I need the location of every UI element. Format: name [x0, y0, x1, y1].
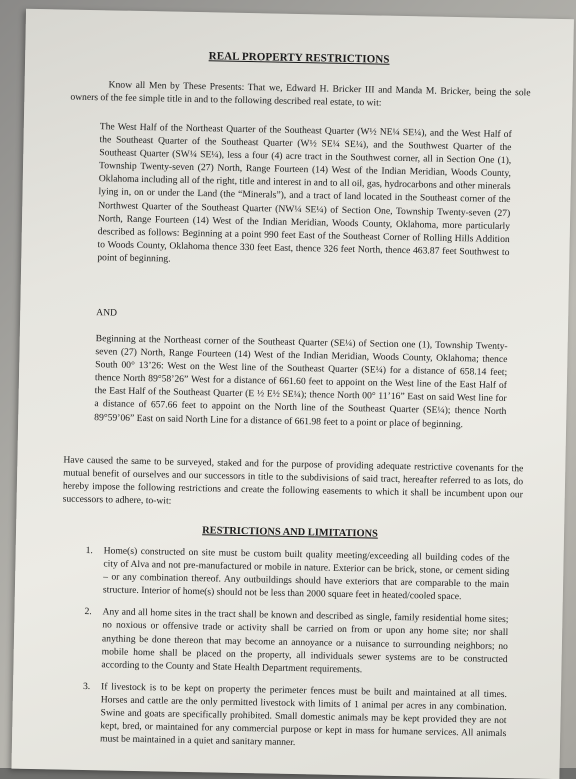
and-separator: AND: [96, 307, 118, 319]
covenant-paragraph: Have caused the same to be surveyed, staked and for the purpose of providing adequate restrictive covenants for the mutual benefit of ourselves and our successors in title to the subdivisions of said tract, hereafter referred to as lots, do hereby impose the following restrictions and create the following easements to which it shall be incumbent upon our successors to adhere, to-wit:: [62, 454, 524, 507]
intro-paragraph: Know all Men by These Presents: That we, Edward H. Bricker III and Manda M. Bricker, being the sole owners of the fee simple title in and to the following described real estate, to wit:: [70, 79, 531, 109]
legal-description-1: The West Half of the Northeast Quarter of the Southeast Quarter (W½ NE¼ SE¼), and the West Half of the Southeast Quarter of the Southeast Quarter (W½ SE¼ SE¼), and the Southwest Quarter of the Southeast Quarter (SW¼ SE¼), less a four (4) acre tract in the Southwest corner, all in Section One (1), Township Twenty-seven (27) North, Range Fourteen (14) West of the Indian Meridian, Woods County, Oklahoma including all of the right, title and interest in and to all oil, gas, hydrocarbons and other minerals lying in, on or under the Land (the “Minerals”), and a tract of land located in the Southeast corner of the Northwest Quarter of the Southeast Quarter (NW¼ SE¼) of Section One, Township Twenty-seven (27) North, Range Fourteen (14) West of the Indian Meridian, Woods County, Oklahoma, more particularly described as follows: Beginning at a point 990 feet East of the Southeast Corner of Rolling Hills Addition to Woods County, Oklahoma thence 330 feet East, thence 326 feet North, thence 463.87 feet Southwest to point of beginning.: [97, 121, 512, 265]
restriction-text: If livestock is to be kept on property the perimeter fences must be built and maintained at all times. Horses and cattle are the only permitted livestock with limits of 1 animal per acres in any combination. Swine and goats are specifically prohibited. Small domestic animals may be kept provided they are not kept, bred, or maintained for any commercial purpose or kept in mass for humane services. All animals must be maintained in a quiet and sanitary manner.: [99, 681, 508, 749]
restriction-item: [73, 544, 510, 605]
restriction-number: 3.: [82, 680, 91, 692]
restriction-item: [70, 680, 507, 754]
document-title: REAL PROPERTY RESTRICTIONS: [208, 50, 390, 66]
restriction-text: Home(s) constructed on site must be custom built quality meeting/exceeding all building codes of the city of Alva and not pre-manufactured or mobile in nature. Exterior can be brick, stone, or cement siding – or any combination thereof. Any outbuildings should have exteriors that are comparable to the main structure. Interior of home(s) should not be less than 2000 square feet in heated/cooled space.: [102, 545, 510, 603]
restrictions-list: [70, 544, 510, 763]
document-page: [11, 9, 573, 779]
restriction-text: Any and all home sites in the tract shall be known and described as single, family residential home sites; no noxious or offensive trade or activity shall be carried on from or upon any home site; nor shall anything be done thereon that may become an annoyance or a nuisance to surrounding neighbors; no mobile home shall be placed on the property, all individuals sewer systems are to be constructed according to the County and State Health Department requirements.: [101, 606, 509, 676]
restrictions-heading: RESTRICTIONS AND LIMITATIONS: [202, 525, 378, 540]
legal-description-2: Beginning at the Northeast corner of the Southeast Quarter (SE¼) of Section one (1), Township Twenty-seven (27) North, Range Fourteen (14) West of the Indian Meridian, Woods County, Oklahoma; thence South 00° 13’26: West on the West line of the Southeast Quarter (SE¼) for a distance of 658.14 feet; thence North 89°58’26” West for a distance of 661.60 feet to appoint on the West line of the East Half of the East Half of the Southeast Quarter (E ½ E½ SE¼); thence North 00° 11’16” East on said West line for a distance of 657.66 feet to appoint on the North line of the Southeast Quarter (SE¼); thence North 89°59’06” East on said North Line for a distance of 661.98 feet to a point or place of beginning.: [94, 333, 508, 430]
restriction-number: 1.: [85, 544, 93, 557]
restriction-item: [71, 605, 508, 679]
restriction-number: 2.: [84, 606, 92, 618]
